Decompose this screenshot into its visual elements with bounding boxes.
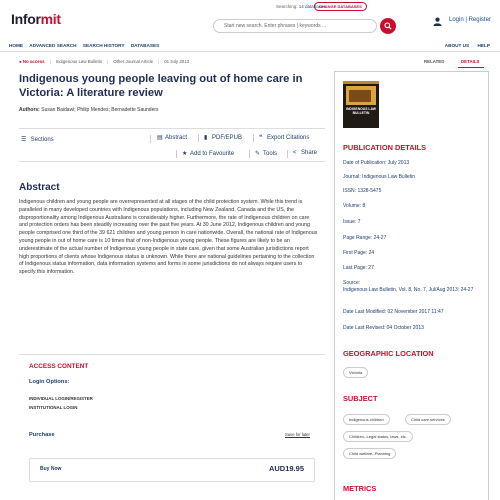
detail-first-page: First Page: 24 [343,250,375,256]
active-tab-underline [458,67,484,68]
article-meta-bar: ● No access | Indigenous Law Bulletin | Other Journal Article | 01 July 2013 [19,59,190,64]
divider [287,150,288,158]
file-icon: ▮ [204,135,208,141]
authors-line [19,107,159,113]
no-access-badge: ● No access [19,59,45,64]
subject-chip[interactable]: Child care services [405,414,451,425]
pdf-label: PDF/EPUB [212,135,243,141]
abstract-label: Abstract [165,135,188,141]
details-sidebar [334,71,489,500]
divider [176,150,177,158]
detail-source-label: Source: [343,280,361,286]
tools-label: Tools [263,151,278,157]
nav-home[interactable]: HOME [9,43,24,48]
share-icon: < [293,150,297,156]
buy-now-label: Buy Now [40,466,62,472]
detail-volume: Volume: 8 [343,203,366,209]
cover-strip [343,81,379,84]
user-icon[interactable] [433,17,442,26]
detail-last-page: Last Page: 27 [343,265,374,271]
add-to-favourite-button[interactable] [182,150,234,157]
document-icon: ▤ [157,135,163,141]
login-options-heading: Login Options: [29,379,70,385]
sections-label: Sections [30,137,54,143]
detail-last-modified: Date Last Modified: 02 November 2017 11:47 [343,309,444,315]
abstract-text: Indigenous children and young people are overrepresented at all stages of the child protection system. While this trend is paralleled in many developed countries with Indigenous populations, including New Zealand, Canada and the US, the disproportionality among Indigenous Australians is considerably higher. Furthermore, the rate of Indigenous children on care and protection orders has been steadily increasing over the past five years. At 30 June 2012, Indigenous children and young people comprised one third of the 39 621 children and young person in care nationwide. Overall, the national rate of Indigenous young people in out of home care is 10 times that of non-Indigenous young people. These figures are likely to be an underestimate of the actual number of Indigenous young people in state care, given that some Australian jurisdictions report high proportions of clients whose Indigenous status is unknown. While there are national guidelines pertaining to the collection of Indigenous status information, data information systems and forms in some jurisdictions do not always require users to specify this information. [19,199,318,276]
authors-label: Authors: [19,107,40,113]
save-for-later-link[interactable]: Save for later [285,432,310,437]
detail-page-range: Page Range: 24-27 [343,235,387,241]
tab-details[interactable]: DETAILS [461,59,480,64]
cover-title: INDIGENOUS LAW BULLETIN [346,107,376,115]
cover-artwork-inner [349,90,371,102]
price: AUD19.95 [268,464,304,473]
export-citations-button[interactable] [259,134,309,141]
buy-now-option[interactable] [29,458,315,482]
authors-names[interactable]: Susan Baidawi; Philip Mendes; Bernadette Saunders [41,107,159,113]
subject-heading: SUBJECT [343,394,378,403]
nav-search-history[interactable]: SEARCH HISTORY [82,43,125,48]
tab-related[interactable]: RELATED [424,59,445,64]
detail-source: Indigenous Law Bulletin, Vol. 8, No. 7, Jul/Aug 2013: 24-27 [343,287,474,293]
subject-chip[interactable]: Indigenous children [343,414,390,425]
publication-details-heading: PUBLICATION DETAILS [343,143,427,152]
share-button[interactable] [293,150,317,156]
detail-issue: Issue: 7 [343,219,361,225]
tools-button[interactable] [255,150,277,157]
divider [150,135,151,143]
subject-chip[interactable]: Child welfare--Planning [343,448,396,459]
nav-databases[interactable]: DATABASES [130,43,160,48]
searching-prefix: Searching: [276,4,298,9]
no-access-label: No access [22,59,45,64]
pdf-epub-button[interactable] [204,134,242,141]
divider [249,150,250,158]
detail-date: Date of Publication: July 2013 [343,160,410,166]
article-title: Indigenous young people leaving out of home care in Victoria: A literature review [19,73,303,99]
sections-button[interactable] [21,136,54,143]
journal-cover-image[interactable] [343,81,379,128]
divider [198,134,199,142]
institutional-login-link[interactable]: INSTITUTIONAL LOGIN [29,405,78,410]
main-nav [0,40,500,52]
wrench-icon: ✎ [255,151,261,157]
logo-part2: mit [40,11,61,27]
geographic-location-heading: GEOGRAPHIC LOCATION [343,349,434,358]
list-icon: ☰ [21,137,27,143]
search-input[interactable]: Start new search. Enter phrases | keywords ... [213,19,377,33]
nav-help[interactable]: HELP [477,43,490,48]
abstract-heading: Abstract [19,182,60,193]
export-label: Export Citations [267,135,310,141]
meta-source[interactable]: Indigenous Law Bulletin [55,59,103,64]
informit-logo[interactable] [11,11,61,27]
purchase-heading: Purchase [29,432,55,438]
site-header [0,0,500,40]
detail-last-revised: Date Last Revised: 04 October 2013 [343,325,424,331]
nav-about-us[interactable]: ABOUT US [444,43,470,48]
databases-count-link[interactable]: 14 databases [298,4,326,9]
divider [253,134,254,142]
subject-chip[interactable]: Children--Legal status, laws, etc. [343,431,413,442]
individual-login-link[interactable]: INDIVIDUAL LOGIN/REGISTER [29,396,93,401]
meta-date: 01 July 2013 [164,59,190,64]
abstract-button[interactable] [157,134,187,141]
access-content-panel [19,354,325,500]
article-actions [19,128,325,162]
sidebar-tabs [424,59,480,64]
nav-advanced-search[interactable]: ADVANCED SEARCH [29,43,77,48]
star-icon: ★ [182,151,188,157]
metrics-heading: METRICS [343,484,377,493]
search-button[interactable] [380,18,396,34]
change-databases-button[interactable]: CHANGE DATABASES [314,2,367,11]
search-icon [384,22,392,30]
access-heading: ACCESS CONTENT [29,363,89,370]
quote-icon: ❝ [259,135,263,141]
meta-type: Other Journal Article [113,59,154,64]
detail-issn: ISSN: 1328-5475 [343,188,382,194]
detail-journal: Journal: Indigenous Law Bulletin [343,174,415,180]
logo-part1: Infor [11,11,41,27]
share-label: Share [301,150,318,156]
geographic-chip[interactable]: Victoria [343,367,368,378]
login-register-link[interactable]: Login | Register [449,17,491,23]
favourite-label: Add to Favourite [190,151,235,157]
